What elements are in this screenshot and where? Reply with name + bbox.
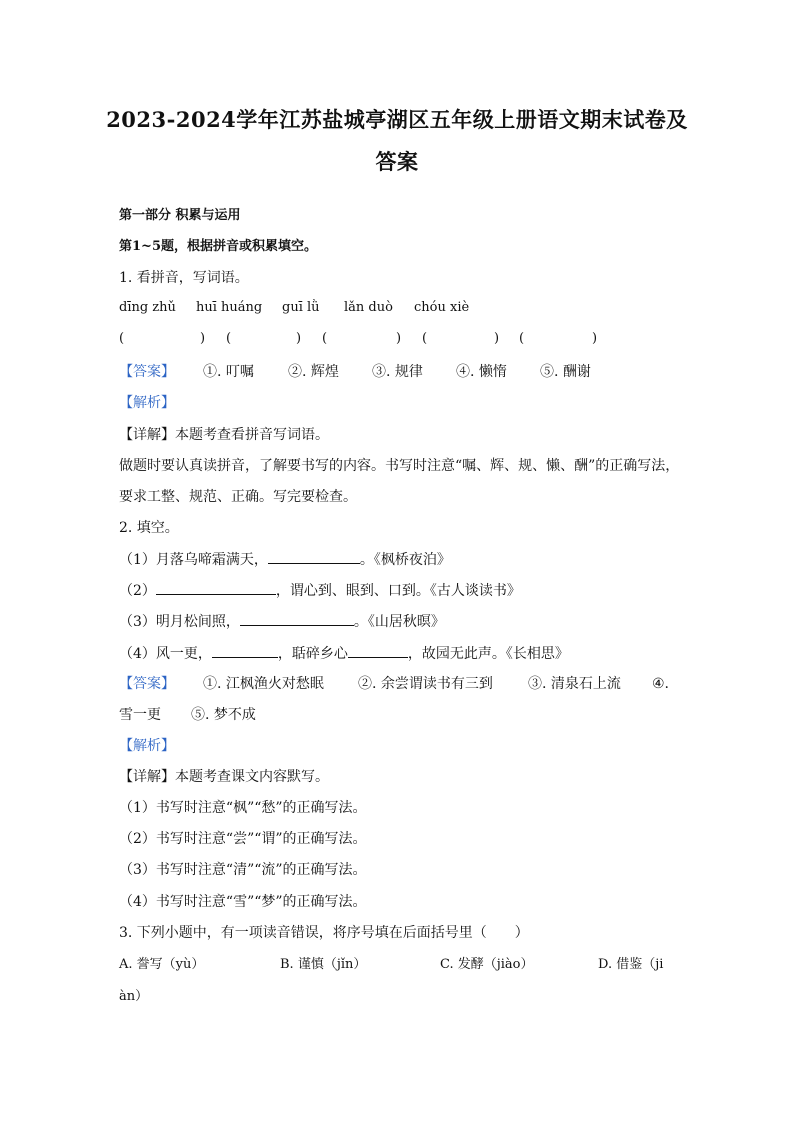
fill-blank[interactable] (156, 580, 276, 595)
pinyin-item: dīng zhǔ (119, 300, 176, 315)
paren-open: ( (322, 331, 328, 346)
q2-stem: 2. 填空。 (119, 520, 179, 536)
fill-blank[interactable] (348, 643, 408, 658)
answer-tag: 【答案】 (119, 364, 175, 380)
q1-pinyin-row (0, 300, 794, 320)
q2-item-text: 。《枫桥夜泊》 (359, 552, 451, 568)
q2-item-3 (119, 611, 445, 632)
q2-item-4 (119, 643, 569, 664)
pinyin-item: chóu xiè (414, 300, 470, 315)
answer-tag: 【答案】 (119, 676, 175, 692)
q2-answer-row-2 (0, 705, 794, 725)
pinyin-item: huī huáng (196, 300, 263, 315)
section-instruction: 第1~5题，根据拼音或积累填空。 (119, 239, 317, 254)
q2-item-1 (119, 549, 451, 570)
paren-open: ( (226, 331, 232, 346)
pinyin-item: lǎn duò (344, 300, 393, 315)
section-heading: 第一部分 积累与运用 (119, 208, 241, 223)
q2-analysis-tag: 【解析】 (119, 738, 175, 754)
answer-item: ②. 余尝谓读书有三到 (358, 676, 493, 692)
paren-open: ( (119, 331, 125, 346)
answer-item: ④. 懒惰 (456, 364, 507, 380)
q1-answer-row (0, 362, 794, 382)
document-title-line2: 答案 (375, 149, 419, 174)
answer-item: ③. 清泉石上流 (528, 676, 621, 692)
paren-close: ) (592, 331, 598, 346)
q2-item-2 (119, 580, 521, 601)
q2-answer-row (0, 674, 794, 694)
q3-stem: 3. 下列小题中，有一项读音错误，将序号填在后面括号里（ ） (119, 925, 529, 941)
q2-note: （2）书写时注意“尝”“谓”的正确写法。 (119, 831, 367, 847)
pinyin-item: guī lǜ (282, 300, 320, 315)
answer-item: ①. 江枫渔火对愁眠 (203, 676, 324, 692)
document-title-line1: 2023-2024学年江苏盐城亭湖区五年级上册语文期末试卷及 (106, 107, 688, 132)
answer-item: 雪一更 (119, 707, 161, 723)
q1-stem: 1. 看拼音，写词语。 (119, 270, 249, 286)
q2-item-text: （2） (119, 583, 156, 599)
q3-option-d-continued: àn） (119, 989, 149, 1004)
answer-item: ③. 规律 (372, 364, 423, 380)
paren-close: ) (494, 331, 500, 346)
q2-item-text: （4）风一更， (119, 646, 212, 662)
q1-explain-line2: 要求工整、规范、正确。写完要检查。 (119, 489, 357, 505)
q2-item-text: ，故园无此声。《长相思》 (407, 646, 569, 662)
q1-paren-row (0, 331, 794, 351)
option-b: B. 谨慎（jǐn） (280, 957, 367, 972)
q1-detail: 【详解】本题考查看拼音写词语。 (119, 427, 329, 443)
q2-item-text: （1）月落乌啼霜满天， (119, 552, 268, 568)
option-d: D. 借鉴（ji (598, 957, 664, 972)
q2-note: （1）书写时注意“枫”“愁”的正确写法。 (119, 800, 367, 816)
q2-detail: 【详解】本题考查课文内容默写。 (119, 769, 329, 785)
paren-open: ( (519, 331, 525, 346)
paren-close: ) (296, 331, 302, 346)
q2-note: （4）书写时注意“雪”“梦”的正确写法。 (119, 894, 367, 910)
q1-explain-line1: 做题时要认真读拼音，了解要书写的内容。书写时注意“嘱、辉、规、懒、酬”的正确写法， (119, 458, 680, 474)
paren-close: ) (396, 331, 402, 346)
q3-options-row (0, 955, 794, 975)
answer-item: ⑤. 酬谢 (540, 364, 591, 380)
paren-close: ) (200, 331, 206, 346)
answer-item: ⑤. 梦不成 (191, 707, 256, 723)
option-c: C. 发酵（jiào） (440, 957, 534, 972)
fill-blank[interactable] (212, 643, 278, 658)
q1-analysis-tag: 【解析】 (119, 395, 175, 411)
q2-item-text: 。《山居秋暝》 (353, 614, 445, 630)
answer-item: ④. (652, 676, 670, 692)
answer-item: ②. 辉煌 (288, 364, 339, 380)
paren-open: ( (422, 331, 428, 346)
q2-item-text: ，聒碎乡心 (277, 646, 348, 662)
q2-note: （3）书写时注意“清”“流”的正确写法。 (119, 862, 367, 878)
q2-item-text: （3）明月松间照， (119, 614, 240, 630)
fill-blank[interactable] (240, 611, 354, 626)
option-a: A. 誊写（yù） (119, 957, 205, 972)
fill-blank[interactable] (268, 549, 360, 564)
answer-item: ①. 叮嘱 (203, 364, 254, 380)
q2-item-text: ，谓心到、眼到、口到。《古人谈读书》 (275, 583, 521, 599)
